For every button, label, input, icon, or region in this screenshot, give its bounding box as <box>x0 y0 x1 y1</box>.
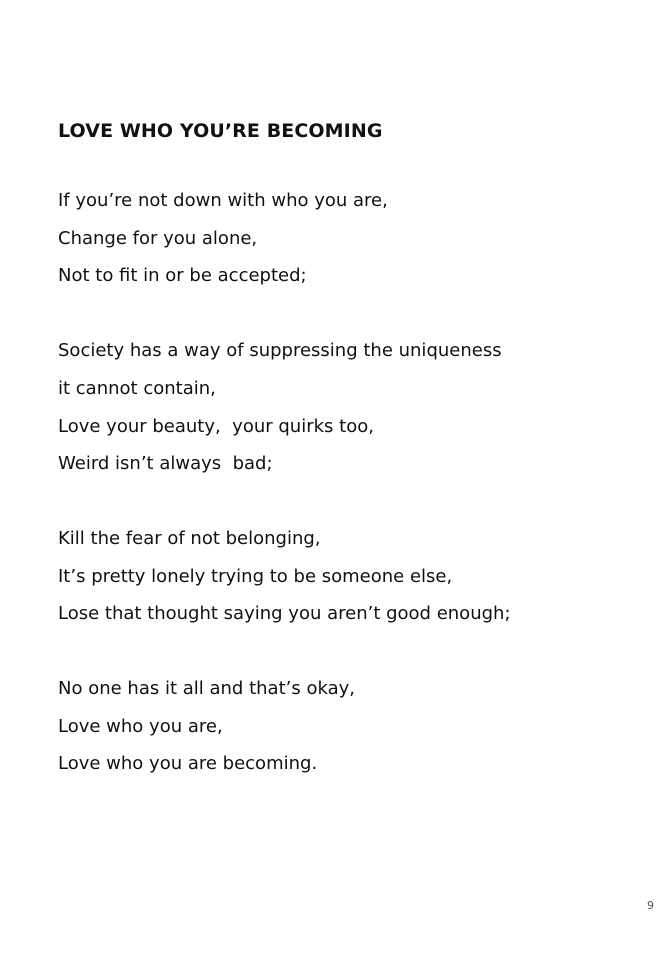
poem-title: LOVE WHO YOU’RE BECOMING <box>58 120 383 142</box>
poem-line: Lose that thought saying you aren’t good enough; <box>58 603 511 625</box>
poem-line: Love who you are, <box>58 715 223 737</box>
stanza-2 <box>58 332 658 483</box>
page-number: 9 <box>647 899 654 912</box>
poem-line: Not to fit in or be accepted; <box>58 265 307 287</box>
poem-line: No one has it all and that’s okay, <box>58 678 355 700</box>
stanza-1 <box>58 182 658 295</box>
poem-body <box>58 182 658 820</box>
poem-line: Love who you are becoming. <box>58 753 318 775</box>
poem-line: Kill the fear of not belonging, <box>58 527 321 549</box>
poem-line: Love your beauty, your quirks too, <box>58 415 374 437</box>
poem-line: Weird isn’t always bad; <box>58 453 273 475</box>
stanza-4 <box>58 670 658 783</box>
poem-line: If you’re not down with who you are, <box>58 190 388 211</box>
poem-line: it cannot contain, <box>58 377 216 399</box>
poem-line: Society has a way of suppressing the uniqueness <box>58 340 502 362</box>
poem-line: Change for you alone, <box>58 227 258 249</box>
poem-line: It’s pretty lonely trying to be someone else, <box>58 565 453 587</box>
stanza-3 <box>58 520 658 633</box>
